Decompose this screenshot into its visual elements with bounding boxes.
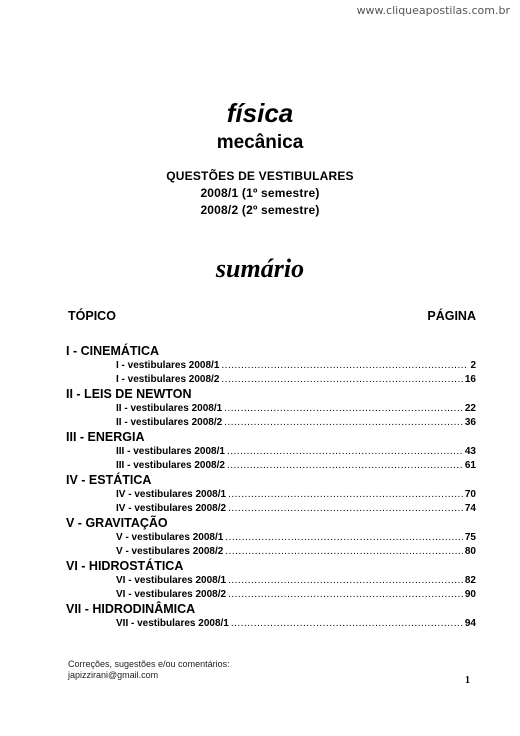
toc-dot-leader xyxy=(228,574,463,588)
toc-entry[interactable] xyxy=(66,459,476,473)
questions-semester-2: 2008/2 (2º semestre) xyxy=(200,203,320,217)
toc-entry-label: IV - vestibulares 2008/2 xyxy=(116,502,227,514)
toc-entry-page: 74 xyxy=(464,502,476,514)
toc-header-topic: TÓPICO xyxy=(68,309,116,323)
toc-section-title[interactable]: III - ENERGIA xyxy=(66,430,145,444)
toc-dot-leader xyxy=(225,531,463,545)
summary-title: sumário xyxy=(215,254,305,283)
footer-note: Correções, sugestões e/ou comentários: xyxy=(68,659,230,669)
page-subtitle: mecânica xyxy=(216,132,304,153)
toc-entry-label: I - vestibulares 2008/2 xyxy=(116,373,220,385)
toc-dot-leader xyxy=(228,502,463,516)
toc-section xyxy=(66,429,476,472)
table-of-contents xyxy=(66,343,476,631)
toc-entry-label: V - vestibulares 2008/1 xyxy=(116,532,224,543)
toc-entry-page: 80 xyxy=(464,545,476,557)
toc-entry-page: 22 xyxy=(464,403,476,414)
toc-section-title[interactable]: VII - HIDRODINÂMICA xyxy=(66,602,196,616)
toc-entry-page: 43 xyxy=(464,446,476,457)
toc-header-page: PÁGINA xyxy=(427,309,476,323)
toc-section-title[interactable]: V - GRAVITAÇÃO xyxy=(66,516,168,530)
toc-dot-leader xyxy=(231,617,463,631)
toc-dot-leader xyxy=(225,545,463,559)
toc-entry-page: 2 xyxy=(470,360,476,371)
toc-entry-label: III - vestibulares 2008/2 xyxy=(116,459,225,471)
page-number: 1 xyxy=(465,675,470,686)
toc-section-title[interactable]: II - LEIS DE NEWTON xyxy=(66,387,192,401)
toc-entry-label: II - vestibulares 2008/2 xyxy=(116,416,223,428)
toc-entry[interactable] xyxy=(66,445,476,459)
toc-entry[interactable] xyxy=(66,617,476,631)
toc-section xyxy=(66,472,476,515)
toc-section xyxy=(66,343,476,386)
toc-dot-leader xyxy=(224,416,463,430)
toc-entry-label: II - vestibulares 2008/1 xyxy=(116,403,223,414)
toc-entry[interactable] xyxy=(66,574,476,588)
toc-entry[interactable] xyxy=(66,588,476,602)
toc-entry-label: V - vestibulares 2008/2 xyxy=(116,545,224,557)
questions-semester-1: 2008/1 (1º semestre) xyxy=(200,186,320,200)
toc-dot-leader xyxy=(221,359,468,373)
toc-dot-leader xyxy=(221,373,462,387)
toc-entry[interactable] xyxy=(66,502,476,516)
toc-section xyxy=(66,558,476,601)
toc-dot-leader xyxy=(227,445,463,459)
toc-dot-leader xyxy=(228,488,463,502)
toc-entry-page: 61 xyxy=(464,459,476,471)
toc-section xyxy=(66,515,476,558)
toc-entry-page: 36 xyxy=(464,416,476,428)
toc-entry-label: IV - vestibulares 2008/1 xyxy=(116,489,227,500)
toc-entry-page: 82 xyxy=(464,575,476,586)
toc-entry-label: VI - vestibulares 2008/1 xyxy=(116,575,227,586)
toc-section-title[interactable]: VI - HIDROSTÁTICA xyxy=(66,559,184,573)
toc-dot-leader xyxy=(227,459,463,473)
toc-entry-label: VI - vestibulares 2008/2 xyxy=(116,588,227,600)
toc-entry[interactable] xyxy=(66,531,476,545)
toc-entry[interactable] xyxy=(66,373,476,387)
footer-email[interactable]: japizzirani@gmail.com xyxy=(68,670,159,680)
toc-entry[interactable] xyxy=(66,359,476,373)
toc-entry[interactable] xyxy=(66,402,476,416)
toc-dot-leader xyxy=(228,588,463,602)
toc-entry-page: 94 xyxy=(464,618,476,629)
toc-section-title[interactable]: I - CINEMÁTICA xyxy=(66,344,160,358)
toc-entry[interactable] xyxy=(66,416,476,430)
page-title: física xyxy=(226,98,294,128)
footer-contact xyxy=(68,659,230,681)
toc-entry[interactable] xyxy=(66,545,476,559)
toc-entry-page: 16 xyxy=(464,373,476,385)
toc-dot-leader xyxy=(224,402,463,416)
watermark-url: www.cliqueapostilas.com.br xyxy=(356,4,510,17)
toc-entry-label: I - vestibulares 2008/1 xyxy=(116,360,220,371)
toc-entry-page: 75 xyxy=(464,532,476,543)
toc-entry-page: 90 xyxy=(464,588,476,600)
toc-section-title[interactable]: IV - ESTÁTICA xyxy=(66,473,152,487)
toc-entry[interactable] xyxy=(66,488,476,502)
toc-entry-label: VII - vestibulares 2008/1 xyxy=(116,618,229,629)
toc-section xyxy=(66,601,476,631)
toc-entry-page: 70 xyxy=(464,489,476,500)
toc-section xyxy=(66,386,476,429)
questions-heading: QUESTÕES DE VESTIBULARES xyxy=(166,169,354,183)
toc-entry-label: III - vestibulares 2008/1 xyxy=(116,446,225,457)
